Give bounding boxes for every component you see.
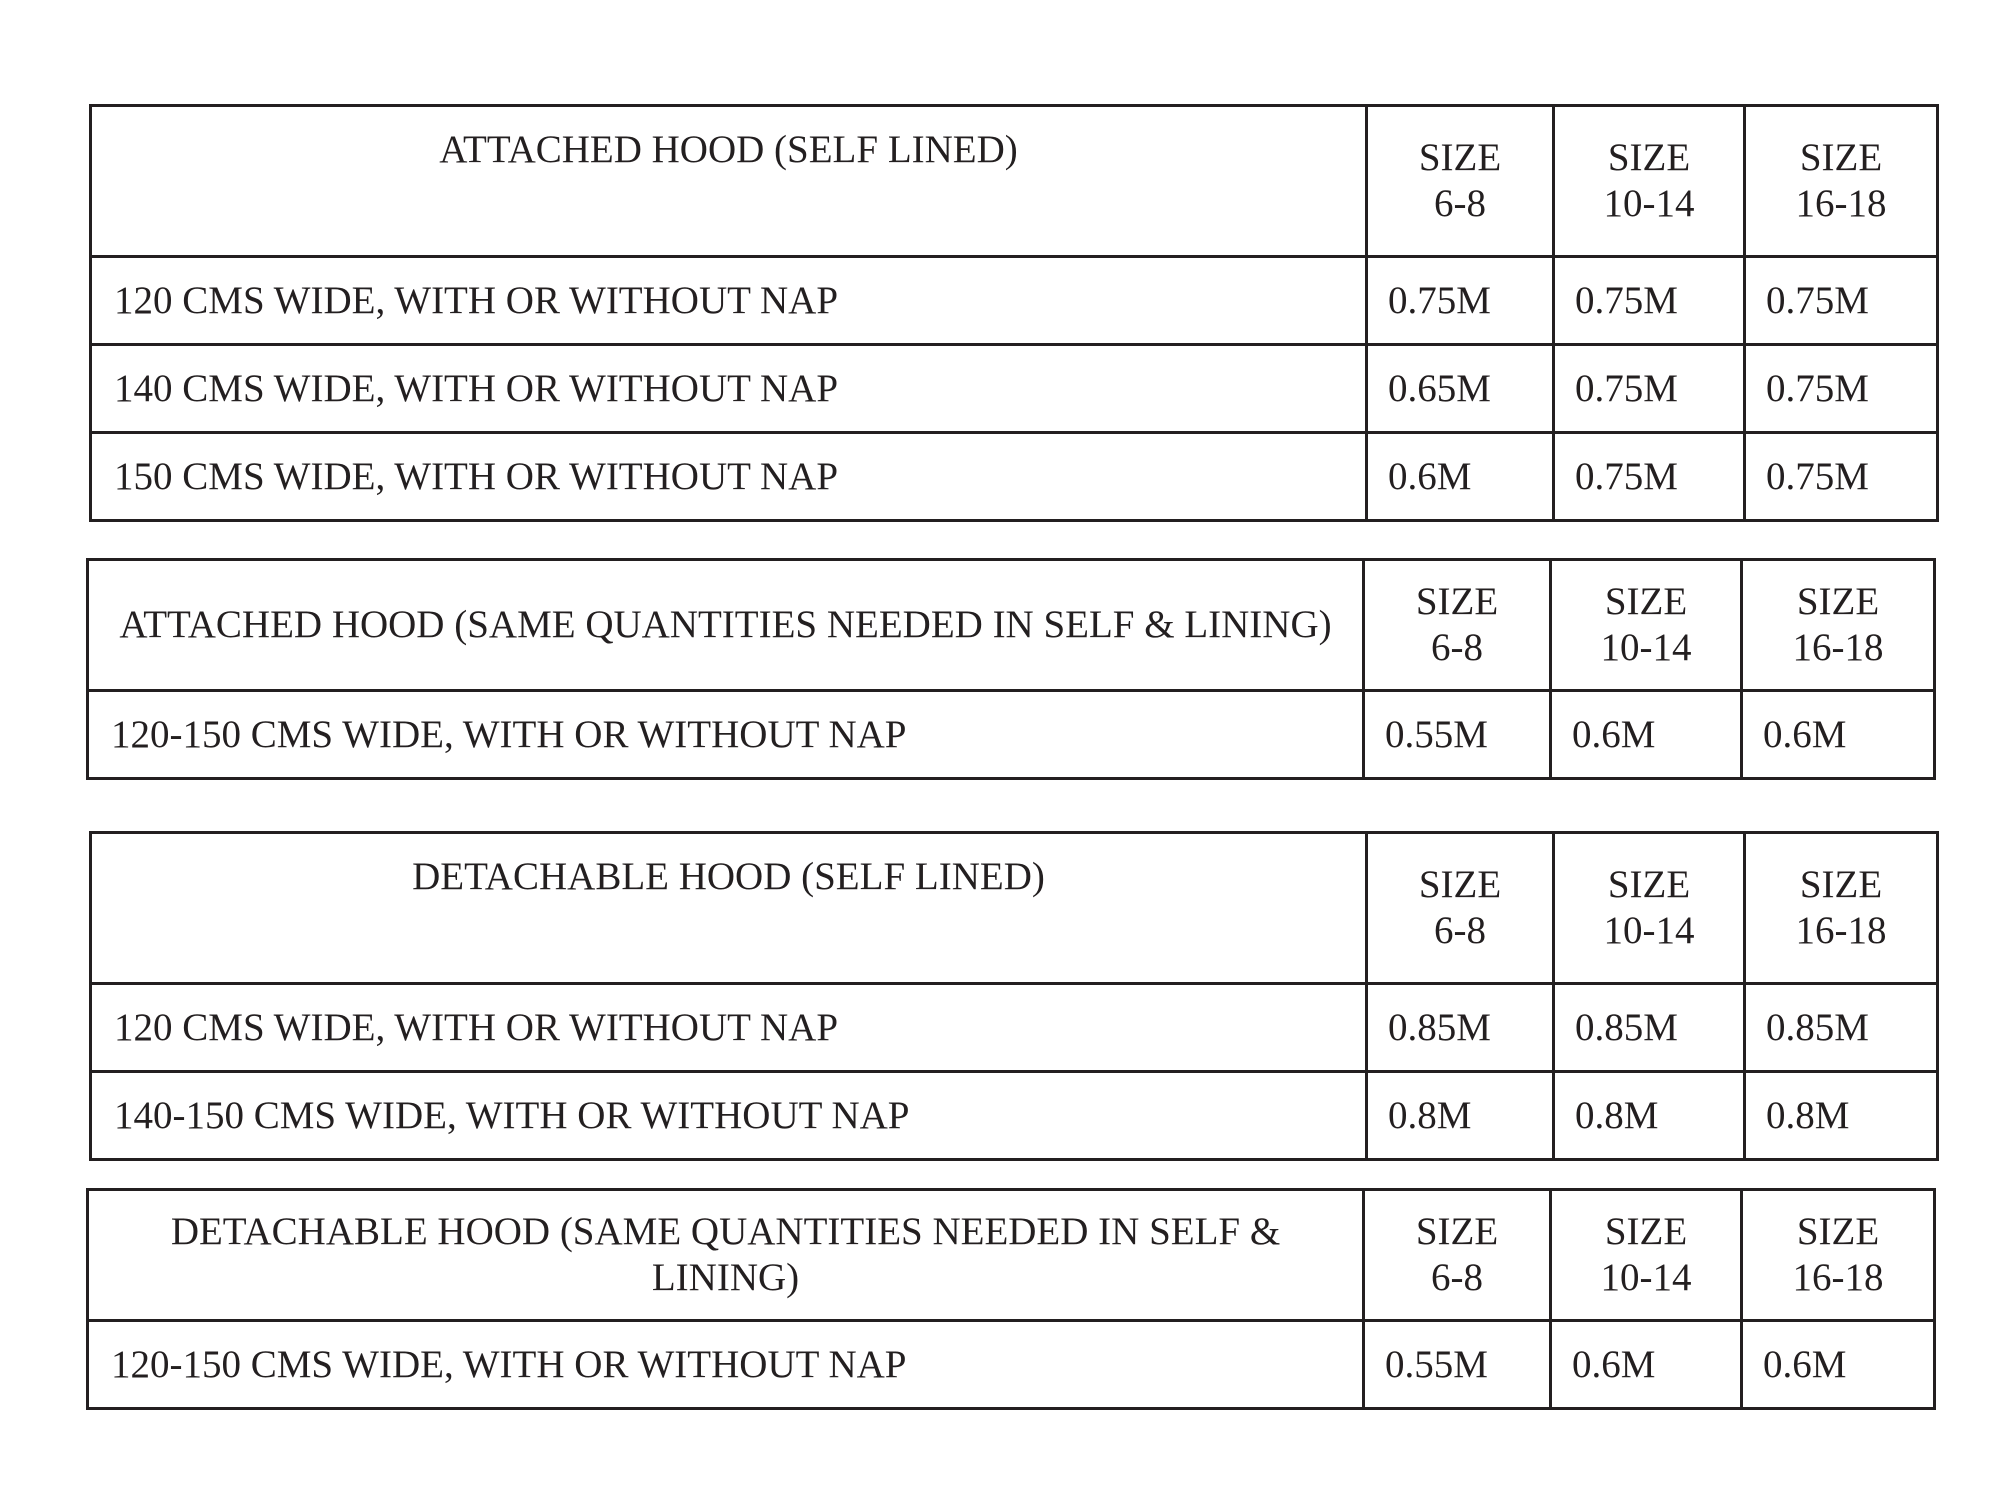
fabric-width-description: 140 CMS WIDE, WITH OR WITHOUT NAP <box>91 345 1367 433</box>
fabric-table-detachable-hood-self-and-lining <box>86 1188 1936 1410</box>
size-label: SIZE <box>1604 580 1688 623</box>
table-header-row <box>88 1190 1935 1321</box>
size-range: 6-8 <box>1431 1256 1483 1299</box>
size-header-6-8 <box>1367 833 1554 984</box>
size-header-10-14 <box>1551 1190 1742 1321</box>
size-label: SIZE <box>1796 1210 1880 1253</box>
size-range: 16-18 <box>1795 182 1887 225</box>
quantity-size-6-8: 0.65M <box>1367 345 1554 433</box>
quantity-size-16-18: 0.6M <box>1742 691 1935 779</box>
fabric-width-description: 120 CMS WIDE, WITH OR WITHOUT NAP <box>91 257 1367 345</box>
size-range: 10-14 <box>1603 909 1695 952</box>
size-label: SIZE <box>1415 580 1499 623</box>
size-label: SIZE <box>1418 136 1502 179</box>
quantity-size-10-14: 0.75M <box>1554 257 1745 345</box>
quantity-size-10-14: 0.75M <box>1554 433 1745 521</box>
table-title: DETACHABLE HOOD (SELF LINED) <box>91 833 1367 984</box>
fabric-width-description: 150 CMS WIDE, WITH OR WITHOUT NAP <box>91 433 1367 521</box>
table-row <box>88 691 1935 779</box>
quantity-size-16-18: 0.75M <box>1745 433 1938 521</box>
fabric-width-description: 120 CMS WIDE, WITH OR WITHOUT NAP <box>91 984 1367 1072</box>
table-header-row <box>91 833 1938 984</box>
table-row <box>91 345 1938 433</box>
size-label: SIZE <box>1607 136 1691 179</box>
size-header-6-8 <box>1364 560 1551 691</box>
fabric-width-description: 120-150 CMS WIDE, WITH OR WITHOUT NAP <box>88 691 1364 779</box>
size-label: SIZE <box>1418 863 1502 906</box>
quantity-size-10-14: 0.6M <box>1551 1321 1742 1409</box>
fabric-table-attached-hood-self-lined <box>89 104 1939 522</box>
size-range: 16-18 <box>1795 909 1887 952</box>
table-header-row <box>91 106 1938 257</box>
size-label: SIZE <box>1415 1210 1499 1253</box>
size-label: SIZE <box>1799 136 1883 179</box>
table-row <box>91 257 1938 345</box>
size-label: SIZE <box>1796 580 1880 623</box>
quantity-size-6-8: 0.8M <box>1367 1072 1554 1160</box>
quantity-size-16-18: 0.75M <box>1745 345 1938 433</box>
quantity-size-16-18: 0.85M <box>1745 984 1938 1072</box>
size-range: 6-8 <box>1434 182 1486 225</box>
quantity-size-10-14: 0.6M <box>1551 691 1742 779</box>
quantity-size-6-8: 0.85M <box>1367 984 1554 1072</box>
table-row <box>91 1072 1938 1160</box>
size-range: 16-18 <box>1792 1256 1884 1299</box>
table-title: ATTACHED HOOD (SELF LINED) <box>91 106 1367 257</box>
size-label: SIZE <box>1799 863 1883 906</box>
table-row <box>91 433 1938 521</box>
quantity-size-16-18: 0.8M <box>1745 1072 1938 1160</box>
size-header-16-18 <box>1745 833 1938 984</box>
table-row <box>91 984 1938 1072</box>
quantity-size-6-8: 0.75M <box>1367 257 1554 345</box>
size-label: SIZE <box>1607 863 1691 906</box>
quantity-size-10-14: 0.75M <box>1554 345 1745 433</box>
size-range: 16-18 <box>1792 626 1884 669</box>
fabric-width-description: 140-150 CMS WIDE, WITH OR WITHOUT NAP <box>91 1072 1367 1160</box>
fabric-table-attached-hood-self-and-lining <box>86 558 1936 780</box>
quantity-size-6-8: 0.55M <box>1364 691 1551 779</box>
size-header-6-8 <box>1364 1190 1551 1321</box>
size-range: 6-8 <box>1434 909 1486 952</box>
table-title: DETACHABLE HOOD (SAME QUANTITIES NEEDED IN SELF & LINING) <box>88 1190 1364 1321</box>
quantity-size-6-8: 0.55M <box>1364 1321 1551 1409</box>
size-header-16-18 <box>1742 1190 1935 1321</box>
table-title: ATTACHED HOOD (SAME QUANTITIES NEEDED IN SELF & LINING) <box>88 560 1364 691</box>
fabric-table-detachable-hood-self-lined <box>89 831 1939 1161</box>
size-range: 10-14 <box>1600 626 1692 669</box>
fabric-width-description: 120-150 CMS WIDE, WITH OR WITHOUT NAP <box>88 1321 1364 1409</box>
size-header-10-14 <box>1551 560 1742 691</box>
size-range: 10-14 <box>1603 182 1695 225</box>
size-header-6-8 <box>1367 106 1554 257</box>
size-range: 6-8 <box>1431 626 1483 669</box>
size-header-10-14 <box>1554 106 1745 257</box>
quantity-size-6-8: 0.6M <box>1367 433 1554 521</box>
size-header-16-18 <box>1745 106 1938 257</box>
size-header-16-18 <box>1742 560 1935 691</box>
quantity-size-16-18: 0.6M <box>1742 1321 1935 1409</box>
table-header-row <box>88 560 1935 691</box>
table-row <box>88 1321 1935 1409</box>
quantity-size-10-14: 0.8M <box>1554 1072 1745 1160</box>
quantity-size-10-14: 0.85M <box>1554 984 1745 1072</box>
quantity-size-16-18: 0.75M <box>1745 257 1938 345</box>
size-label: SIZE <box>1604 1210 1688 1253</box>
size-header-10-14 <box>1554 833 1745 984</box>
size-range: 10-14 <box>1600 1256 1692 1299</box>
